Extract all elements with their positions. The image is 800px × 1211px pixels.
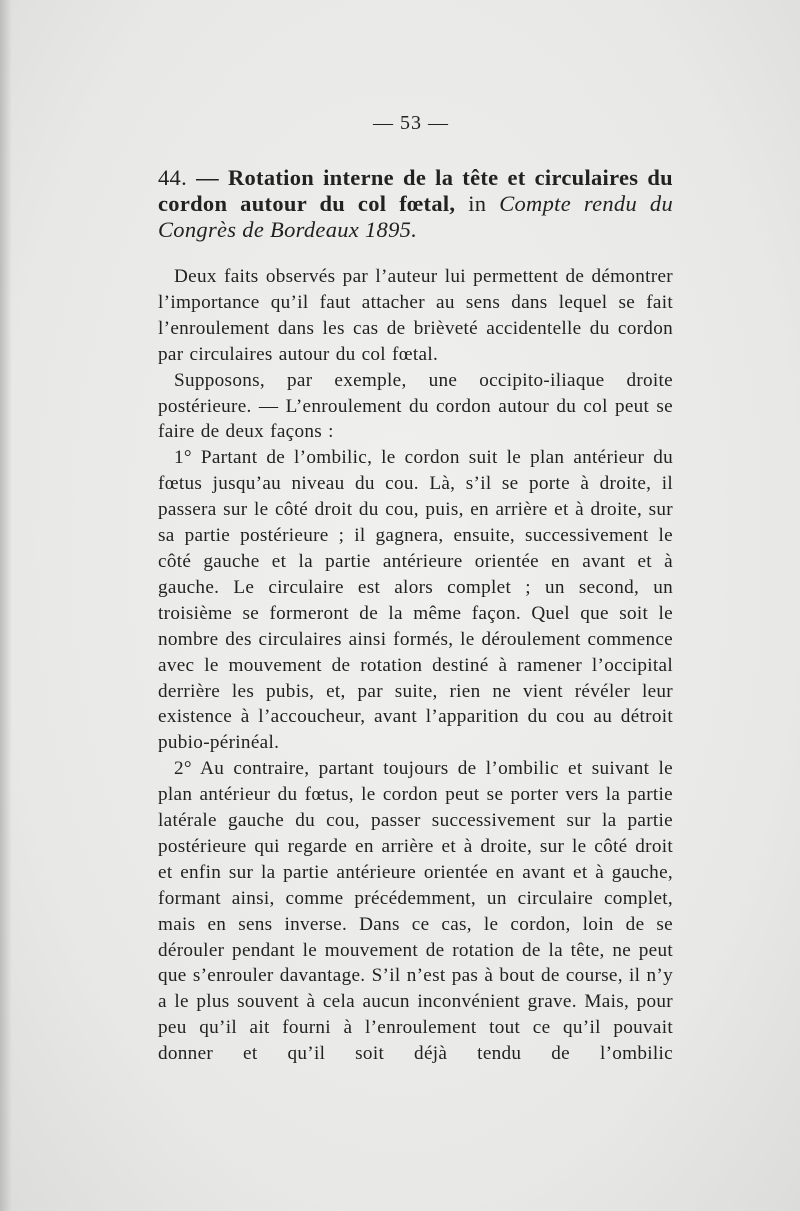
body-text bbox=[158, 264, 673, 1067]
entry-heading bbox=[158, 165, 673, 243]
paragraph: 1° Partant de l’ombilic, le cordon suit le plan antérieur du fœtus jusqu’au niveau du cou. Là, s’il se porte à droite, il passera sur le côté droit du cou, puis, en arrière et à droite, sur sa partie postérieure ; il gagnera, ensuite, successivement le côté gauche et la partie antérieure orientée en avant et à gauche. Le circulaire est alors complet ; un second, un troisième se formeront de la même façon. Quel que soit le nombre des circulaires ainsi formés, le déroulement commence avec le mouvement de rotation destiné à ramener l’occipital derrière les pubis, et, par suite, rien ne vient révéler leur existence à l’accoucheur, avant l’apparition du cou au détroit pubio-périnéal. bbox=[158, 447, 673, 754]
page-number: — 53 — bbox=[373, 112, 449, 134]
entry-title: Rotation interne de la tête et circulaires du cordon autour du col fœtal, bbox=[158, 165, 674, 216]
page-edge-shadow bbox=[0, 0, 12, 1211]
entry-dash: — bbox=[187, 165, 228, 190]
paragraph: Deux faits observés par l’auteur lui permettent de démontrer l’importance qu’il faut attacher au sens dans lequel se fait l’enroulement dans les cas de brièveté accidentelle du cordon par circulaires autour du col fœtal. bbox=[158, 266, 673, 365]
paragraph: Supposons, par exemple, une occipito-iliaque droite postérieure. — L’enroulement du cordon autour du col peut se faire de deux façons : bbox=[158, 369, 673, 443]
entry-source: Compte rendu du Congrès de Bordeaux 1895. bbox=[158, 191, 673, 242]
text-block bbox=[158, 165, 673, 1067]
paragraph: 2° Au contraire, partant toujours de l’ombilic et suivant le plan antérieur du fœtus, le cordon peut se porter vers la partie latérale gauche du cou, passer successivement sur la partie postérieure qui regarde en arrière et à droite, sur le côté droit et enfin sur la partie antérieure orientée en avant et à gauche, formant ainsi, comme précédemment, un circulaire complet, mais en sens inverse. Dans ce cas, le cordon, loin de se dérouler pendant le mouvement de rotation de la tête, ne peut que s’enrouler davantage. S’il n’est pas à bout de course, il n’y a le plus souvent à cela aucun inconvénient grave. Mais, pour peu qu’il ait fourni à l’enroulement tout ce qu’il pouvait donner et qu’il soit déjà tendu de l’ombilic bbox=[158, 758, 673, 1065]
entry-in-word: in bbox=[455, 191, 500, 216]
entry-number: 44. bbox=[158, 165, 188, 190]
